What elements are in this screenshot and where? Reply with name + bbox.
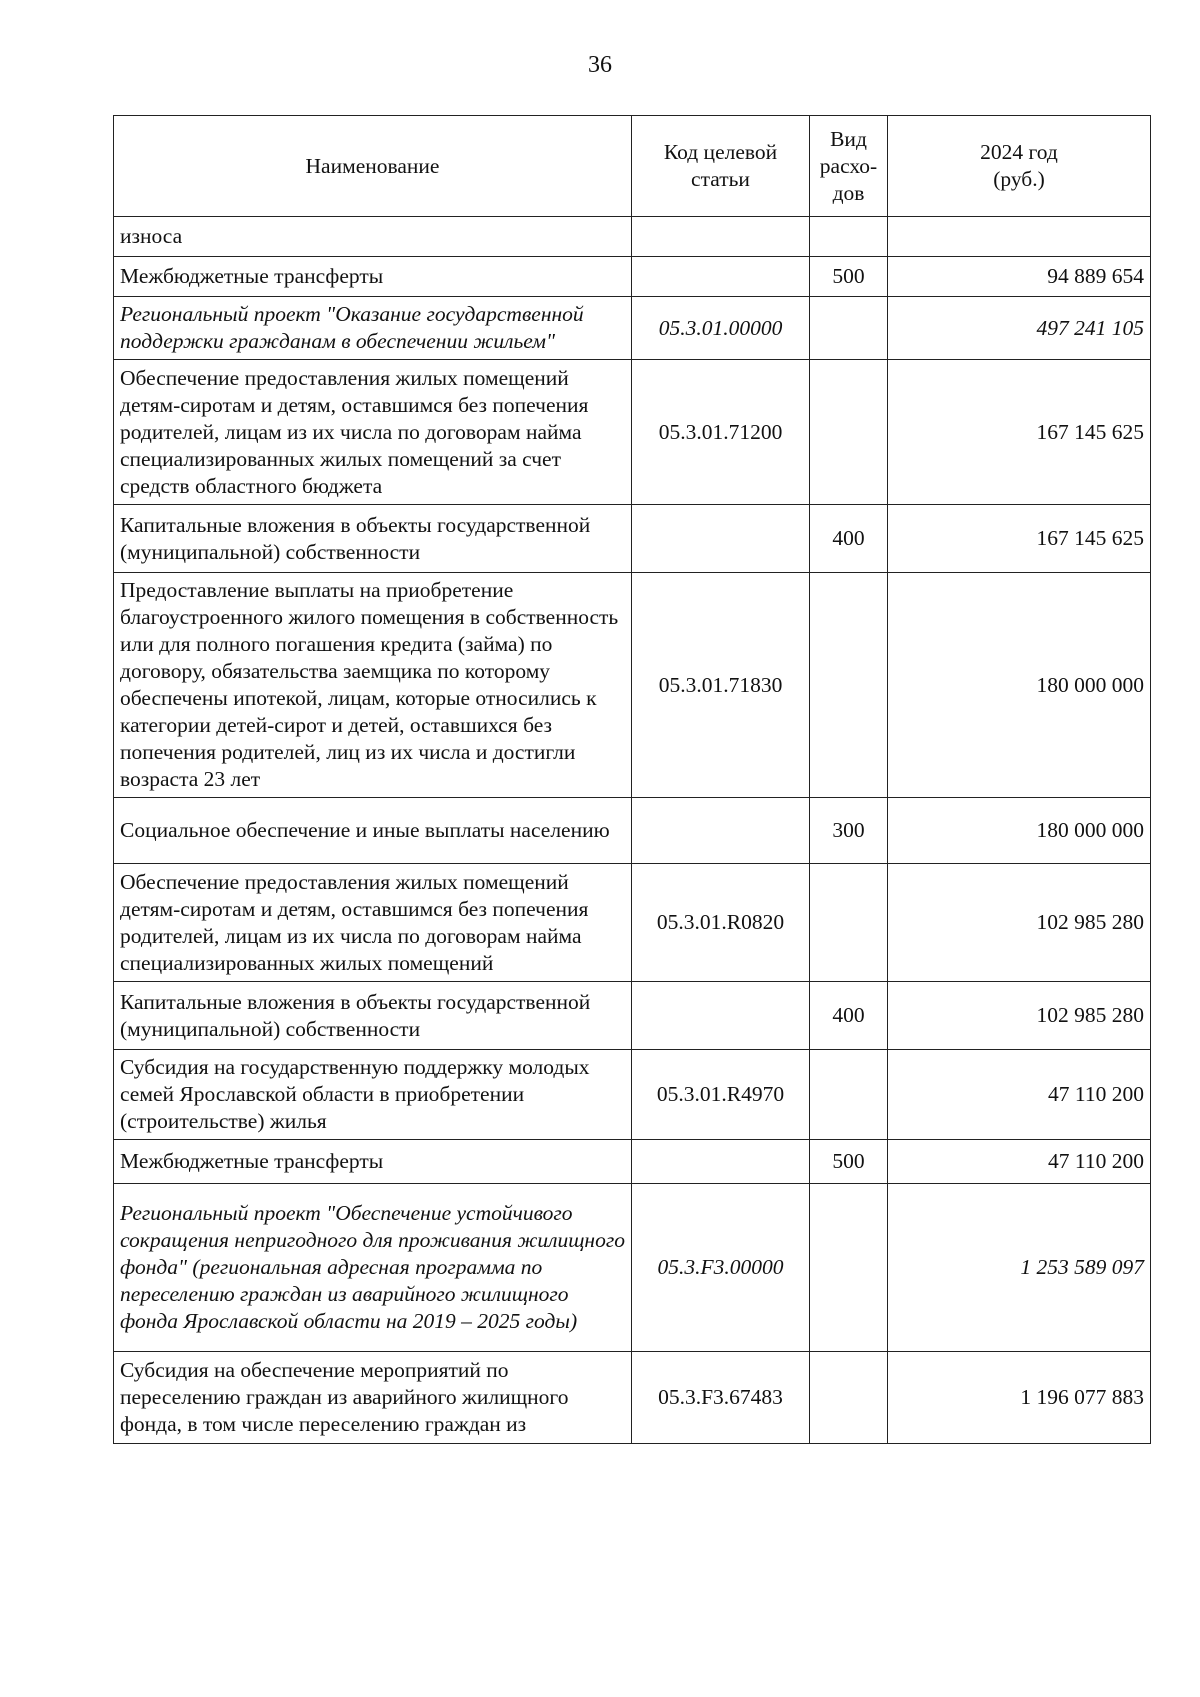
cell-code: 05.3.01.71200 (632, 360, 810, 505)
cell-amount: 1 196 077 883 (888, 1352, 1151, 1444)
cell-kind (810, 297, 888, 360)
cell-kind (810, 1352, 888, 1444)
cell-code: 05.3.F3.00000 (632, 1184, 810, 1352)
table-row (114, 360, 1151, 505)
cell-amount: 47 110 200 (888, 1050, 1151, 1140)
table-row (114, 1184, 1151, 1352)
table-row (114, 297, 1151, 360)
cell-kind (810, 360, 888, 505)
header-name: Наименование (114, 116, 632, 217)
cell-name: Субсидия на обеспечение мероприятий по переселению граждан из аварийного жилищного фонда, в том числе переселению граждан из (114, 1352, 632, 1444)
cell-amount: 497 241 105 (888, 297, 1151, 360)
table-header-row (114, 116, 1151, 217)
cell-name: износа (114, 217, 632, 257)
budget-table (113, 115, 1151, 1444)
header-amount: 2024 год (руб.) (888, 116, 1151, 217)
cell-kind (810, 1050, 888, 1140)
cell-code: 05.3.01.R0820 (632, 864, 810, 982)
cell-kind (810, 1184, 888, 1352)
cell-name: Субсидия на государственную поддержку молодых семей Ярославской области в приобретении (строительстве) жилья (114, 1050, 632, 1140)
cell-code (632, 217, 810, 257)
cell-amount: 180 000 000 (888, 573, 1151, 798)
table-row (114, 864, 1151, 982)
table-row (114, 1050, 1151, 1140)
header-code: Код целевой статьи (632, 116, 810, 217)
table-row (114, 1352, 1151, 1444)
cell-kind (810, 864, 888, 982)
cell-amount: 167 145 625 (888, 360, 1151, 505)
cell-name: Социальное обеспечение и иные выплаты населению (114, 798, 632, 864)
cell-name: Региональный проект "Оказание государственной поддержки гражданам в обеспечении жильем" (114, 297, 632, 360)
cell-amount (888, 217, 1151, 257)
cell-code: 05.3.01.71830 (632, 573, 810, 798)
cell-code: 05.3.01.00000 (632, 297, 810, 360)
cell-name: Капитальные вложения в объекты государственной (муниципальной) собственности (114, 505, 632, 573)
table-row (114, 257, 1151, 297)
page-number: 36 (588, 52, 612, 78)
cell-name: Межбюджетные трансферты (114, 1140, 632, 1184)
cell-amount: 167 145 625 (888, 505, 1151, 573)
cell-code (632, 505, 810, 573)
cell-kind: 500 (810, 1140, 888, 1184)
cell-code (632, 982, 810, 1050)
table-row (114, 505, 1151, 573)
cell-code (632, 257, 810, 297)
table-row (114, 1140, 1151, 1184)
cell-name: Обеспечение предоставления жилых помещений детям-сиротам и детям, оставшимся без попечения родителей, лицам из их числа по договорам найма специализированных жилых помещений (114, 864, 632, 982)
cell-kind (810, 217, 888, 257)
table-row (114, 798, 1151, 864)
table-row (114, 573, 1151, 798)
cell-kind (810, 573, 888, 798)
table-row (114, 217, 1151, 257)
cell-code (632, 798, 810, 864)
cell-amount: 1 253 589 097 (888, 1184, 1151, 1352)
cell-amount: 180 000 000 (888, 798, 1151, 864)
cell-kind: 300 (810, 798, 888, 864)
cell-amount: 102 985 280 (888, 864, 1151, 982)
cell-amount: 102 985 280 (888, 982, 1151, 1050)
cell-code: 05.3.F3.67483 (632, 1352, 810, 1444)
cell-code: 05.3.01.R4970 (632, 1050, 810, 1140)
cell-name: Обеспечение предоставления жилых помещений детям-сиротам и детям, оставшимся без попечения родителей, лицам из их числа по договорам найма специализированных жилых помещений за счет средств областного бюджета (114, 360, 632, 505)
cell-name: Межбюджетные трансферты (114, 257, 632, 297)
cell-amount: 94 889 654 (888, 257, 1151, 297)
cell-code (632, 1140, 810, 1184)
cell-kind: 400 (810, 505, 888, 573)
header-kind: Вид расхо- дов (810, 116, 888, 217)
cell-kind: 500 (810, 257, 888, 297)
cell-kind: 400 (810, 982, 888, 1050)
table-row (114, 982, 1151, 1050)
cell-name: Предоставление выплаты на приобретение благоустроенного жилого помещения в собственность или для полного погашения кредита (займа) по договору, обязательства заемщика по которому обеспечены ипотекой, лицам, которые относились к категории детей-сирот и детей, оставшихся без попечения родителей, лиц из их числа и достигли возраста 23 лет (114, 573, 632, 798)
cell-name: Региональный проект "Обеспечение устойчивого сокращения непригодного для проживания жилищного фонда" (региональная адресная программа по переселению граждан из аварийного жилищного фонда Ярославской области на 2019 – 2025 годы) (114, 1184, 632, 1352)
cell-name: Капитальные вложения в объекты государственной (муниципальной) собственности (114, 982, 632, 1050)
cell-amount: 47 110 200 (888, 1140, 1151, 1184)
